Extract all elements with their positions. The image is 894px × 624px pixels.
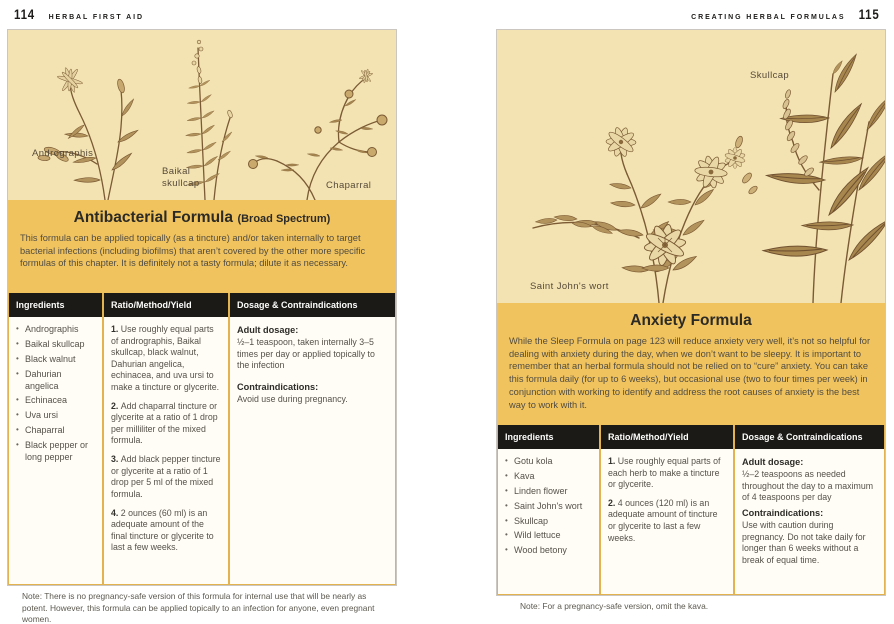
ingredients-list: [16, 324, 95, 464]
header-dosage-contraindications: Dosage & Contraindications: [237, 300, 358, 310]
ingredients-list: [505, 456, 592, 557]
ingredient-item: • Echinacea: [16, 395, 95, 407]
pregnancy-note-left: Note: There is no pregnancy-safe version of this formula for internal use that will be nearly as potent. However, this formula can be applied topically to an infection for anyone, even pregnant women.: [22, 591, 375, 624]
dosage-cell: [230, 317, 395, 584]
running-head-title-right: CREATING HERBAL FORMULAS: [691, 14, 846, 21]
plant-label-baikal-skullcap: Baikal skullcap: [162, 166, 200, 189]
ingredient-item: • Saint John's wort: [505, 501, 592, 513]
step-number: 1.: [608, 456, 618, 466]
contraindications-text: Use with caution during pregnancy. Do not take daily for longer than 6 weeks without a break of equal time.: [742, 520, 866, 565]
ingredients-cell: [9, 317, 104, 584]
running-head-title-left: HERBAL FIRST AID: [48, 14, 144, 21]
method-step: 3. Add black pepper tincture or glycerite at a ratio of 1 drop per 5 ml of the mixed formula.: [111, 454, 221, 499]
anxiety-title-band: [497, 303, 885, 425]
ingredient-item: • Uva ursi: [16, 410, 95, 422]
method-step: 2. Add chaparral tincture or glycerite at a ratio of 1 drop per milliliter of the mixed formula.: [111, 400, 218, 446]
anxiety-formula-table: [497, 425, 885, 595]
adult-dosage-text: ½–2 teaspoons as needed throughout the day to a maximum of 4 teaspoons per day: [742, 469, 874, 503]
adult-dosage-text: ½–1 teaspoon, taken internally 3–5 times per day or applied topically to the infection: [237, 337, 375, 371]
page-number-right: 115: [859, 6, 880, 22]
running-head-right: [691, 6, 880, 22]
table-header-row: [9, 293, 395, 317]
formula-description: While the Sleep Formula on page 123 will reduce anxiety very well, it’s not so helpful for dealing with anxiety during the day, when we don’t want to be sleepy. It is important to remember that an herbal formula should not be relied on to “cure” anxiety. You can take this formula daily (for up to 6 weeks), but occasional use (two to four times per week) in conjunction with working to identify and address the root causes of anxiety is the best way to work with it.: [509, 336, 871, 410]
anxiety-illustration-area: [497, 30, 885, 303]
step-number: 4.: [111, 507, 121, 518]
contraindications-text: Avoid use during pregnancy.: [237, 394, 348, 405]
ingredient-item: • Skullcap: [505, 516, 592, 528]
formula-title: [20, 209, 384, 227]
plant-label-skullcap: Skullcap: [750, 70, 790, 81]
ingredient-item: • Linden flower: [505, 486, 592, 498]
ingredient-item: • Chaparral: [16, 425, 95, 437]
formula-title: [509, 312, 873, 330]
ingredient-item: • Andrographis: [16, 324, 95, 336]
step-number: 2.: [111, 400, 121, 411]
adult-dosage-label: Adult dosage:: [237, 325, 299, 335]
contraindications-label: Contraindications:: [237, 381, 319, 392]
plant-label-saint-johns-wort: Saint John's wort: [530, 281, 609, 292]
plant-label-andrographis: Andrographis: [32, 148, 94, 159]
contraindications-label: Contraindications:: [742, 507, 824, 518]
formula-title-text: Anxiety Formula: [630, 312, 752, 329]
antibacterial-formula-card: [8, 30, 396, 585]
pregnancy-note-right: Note: For a pregnancy-safe version, omit the kava.: [520, 601, 709, 611]
header-dosage-contraindications: Dosage & Contraindications: [742, 432, 863, 442]
table-header-row: [498, 425, 884, 449]
step-number: 2.: [608, 497, 618, 508]
anxiety-formula-card: [497, 30, 885, 595]
method-step: 1. Use roughly equal parts of andrographis, Baikal skullcap, black walnut, Dahurian angelica, echinacea, and uva ursi to make a tincture or glycerite.: [111, 324, 220, 393]
ingredient-item: • Wild lettuce: [505, 530, 592, 542]
ingredient-item: • Black walnut: [16, 354, 95, 366]
header-ratio-method-yield: Ratio/Method/Yield: [104, 293, 230, 317]
table-body-row: [9, 317, 395, 584]
anxiety-plants-illustration: [497, 30, 885, 303]
header-ratio-method-yield: Ratio/Method/Yield: [601, 425, 735, 449]
ingredient-item: • Black pepper or long pepper: [16, 440, 95, 464]
page-number-left: 114: [14, 6, 35, 22]
ingredient-item: • Wood betony: [505, 545, 592, 557]
table-body-row: [498, 449, 884, 594]
adult-dosage-label: Adult dosage:: [742, 457, 804, 467]
header-ingredients: Ingredients: [9, 293, 104, 317]
header-ingredients: Ingredients: [498, 425, 601, 449]
formula-description: This formula can be applied topically (as a tincture) and/or taken internally to target bacterial infections (including biofilms) that aren’t covered by the other more specific formulas of this chapter. It is definitely not a tasty formula; dilute it as necessary.: [20, 233, 366, 269]
formula-title-suffix: (Broad Spectrum): [237, 213, 331, 225]
method-step: 2. 4 ounces (120 ml) is an adequate amount of tincture or glycerite to last a few weeks.: [608, 497, 718, 543]
antibacterial-title-band: [8, 200, 396, 293]
antibacterial-formula-table: [8, 293, 396, 585]
method-cell: [104, 317, 230, 584]
antibacterial-illustration-area: [8, 30, 396, 200]
ingredient-item: • Baikal skullcap: [16, 339, 95, 351]
step-number: 3.: [111, 454, 121, 465]
method-cell: [601, 449, 735, 594]
running-head-left: [14, 6, 144, 22]
ingredient-item: • Kava: [505, 471, 592, 483]
ingredient-item: • Dahurian angelica: [16, 369, 95, 393]
step-number: 1.: [111, 324, 121, 334]
plant-label-chaparral: Chaparral: [326, 180, 372, 191]
method-step: 1. Use roughly equal parts of each herb to make a tincture or glycerite.: [608, 456, 721, 490]
formula-title-text: Antibacterial Formula: [73, 209, 233, 226]
ingredient-item: • Gotu kola: [505, 456, 592, 468]
method-step: 4. 2 ounces (60 ml) is an adequate amount of the final tincture or glycerite to last a few weeks.: [111, 507, 214, 553]
dosage-cell: [735, 449, 884, 594]
ingredients-cell: [498, 449, 601, 594]
